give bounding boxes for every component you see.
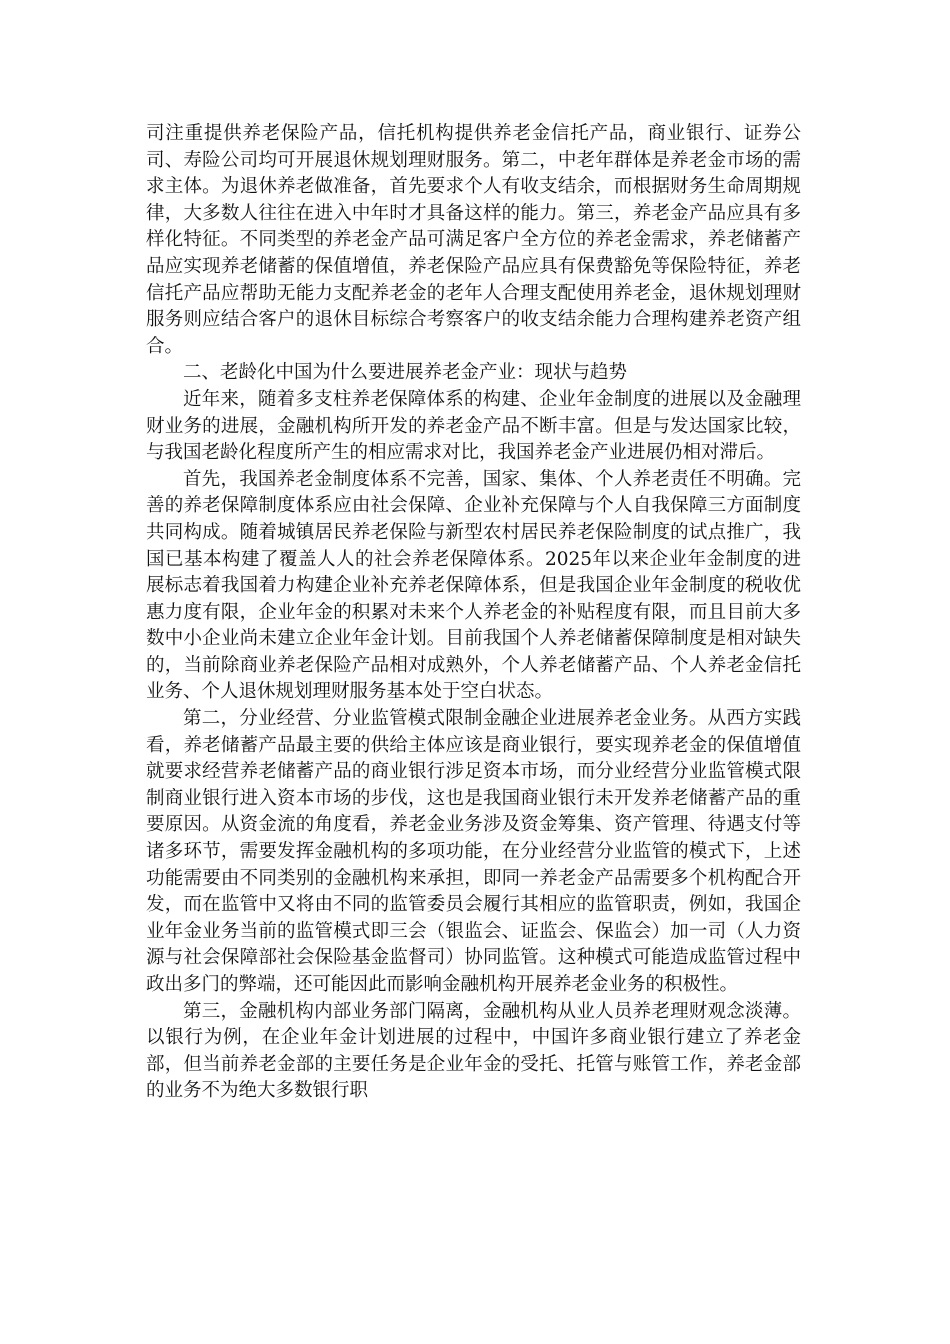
paragraph-continuation: 司注重提供养老保险产品，信托机构提供养老金信托产品，商业银行、证券公司、寿险公司均可开展退休规划理财服务。第二，中老年群体是养老金市场的需求主体。为退休养老做准备，首先要求个人有收支结余，而根据财务生命周期规律，大多数人往往在进入中年时才具备这样的能力。第三，养老金产品应具有多样化特征。不同类型的养老金产品可满足客户全方位的养老金需求，养老储蓄产品应实现养老储蓄的保值增值，养老保险产品应具有保费豁免等保险特征，养老信托产品应帮助无能力支配养老金的老年人合理支配使用养老金，退休规划理财服务则应结合客户的退休目标综合考察客户的收支结余能力合理构建养老资产组合。 [146,123,801,357]
section-heading: 二、老龄化中国为什么要进展养老金产业：现状与趋势 [183,362,628,384]
paragraph-third-point: 第三，金融机构内部业务部门隔离，金融机构从业人员养老理财观念淡薄。以银行为例，在企业年金计划进展的过程中，中国许多商业银行建立了养老金部，但当前养老金部的主要任务是企业年金的受托、托管与账管工作，养老金部的业务不为绝大多数银行职 [146,1000,801,1102]
paragraph-second-point: 第二，分业经营、分业监管模式限制金融企业进展养老金业务。从西方实践看，养老储蓄产品最主要的供给主体应该是商业银行，要实现养老金的保值增值就要求经营养老储蓄产品的商业银行涉足资本市场，而分业经营分业监管模式限制商业银行进入资本市场的步伐，这也是我国商业银行未开发养老储蓄产品的重要原因。从资金流的角度看，养老金业务涉及资金筹集、资产管理、待遇支付等诸多环节，需要发挥金融机构的多项功能，在分业经营分业监管的模式下，上述功能需要由不同类别的金融机构来承担，即同一养老金产品需要多个机构配合开发，而在监管中又将由不同的监管委员会履行其相应的监管职责，例如，我国企业年金业务当前的监管模式即三会（银监会、证监会、保监会）加一司（人力资源与社会保障部社会保险基金监督司）协同监管。这种模式可能造成监管过程中政出多门的弊端，还可能因此而影响金融机构开展养老金业务的积极性。 [146,708,801,995]
paragraph-intro: 近年来，随着多支柱养老保障体系的构建、企业年金制度的进展以及金融理财业务的进展，金融机构所开发的养老金产品不断丰富。但是与发达国家比较，与我国老龄化程度所产生的相应需求对比，我国养老金产业进展仍相对滞后。 [146,388,801,464]
paragraph-first-point: 首先，我国养老金制度体系不完善，国家、集体、个人养老责任不明确。完善的养老保障制度体系应由社会保障、企业补充保障与个人自我保障三方面制度共同构成。随着城镇居民养老保险与新型农村居民养老保险制度的试点推广，我国已基本构建了覆盖人人的社会养老保障体系。2025年以来企业年金制度的进展标志着我国着力构建企业补充养老保障体系，但是我国企业年金制度的税收优惠力度有限，企业年金的积累对未来个人养老金的补贴程度有限，而且目前大多数中小企业尚未建立企业年金计划。目前我国个人养老储蓄保障制度是相对缺失的，当前除商业养老保险产品相对成熟外，个人养老储蓄产品、个人养老金信托业务、个人退休规划理财服务基本处于空白状态。 [146,468,801,703]
document-page [146,121,801,1105]
